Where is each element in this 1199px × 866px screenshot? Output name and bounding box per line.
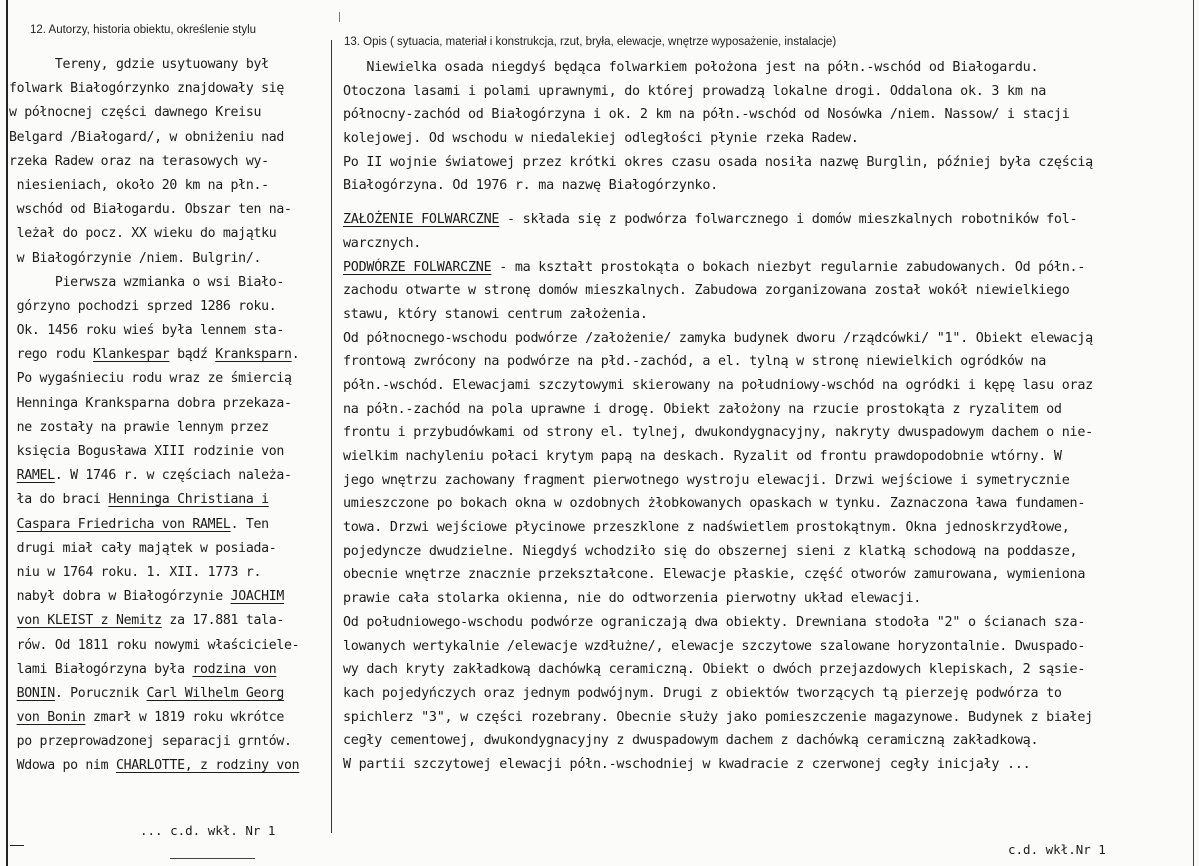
text-segment: umieszczone po bokach okna w ozdobnych żłobkowanych opaskach w tynku. Zaznaczona ława fundamen- [343,496,1086,512]
text-line [9,682,329,706]
text-segment: . [291,347,300,363]
text-segment: górzyno pochodzi sprzed 1286 roku. [9,298,277,314]
text-segment: jego wnętrzu zachowany fragment pierwotnego wystroju elewacji. Drzwi wejściowe i symetrycznie [343,472,1070,488]
underlined-text: BONIN [16,685,55,701]
text-segment: lami Białogórzyna była [9,661,193,677]
text-line [9,464,329,488]
text-line [343,56,1185,80]
text-segment: ła do braci [9,492,109,508]
text-line [343,492,1185,516]
text-segment: Niewielka osada niegdyś będąca folwarkiem położona jest na półn.-wschód od Białogardu. [343,60,1039,75]
text-segment: warcznych. [343,235,422,251]
underlined-text: von Bonin [16,710,86,726]
text-line [343,80,1185,104]
text-line [9,367,329,391]
text-segment: Po wygaśnieciu rodu wraz ze śmiercią [9,371,292,387]
text-segment: wy dach kryty zakładkową dachówką ceramiczną. Obiekt o dwóch przejazdowych klepiskach, 2 sąsie- [343,662,1086,678]
text-line [9,392,329,416]
text-segment [9,613,17,628]
text-segment: Belgard /Białogard/, w obniżeniu nad [9,129,285,145]
text-line [343,398,1185,422]
text-line [9,609,329,633]
text-segment: ne zostały na prawie lennym przez [9,419,269,435]
text-segment: zmarł w 1819 roku wkrótce [85,710,285,726]
text-line [343,587,1185,611]
text-segment: lowanych wertykalnie /elewacje wzdłużne/, elewacje szczytowe szalowane horyzontalnie. Dwuspado- [343,638,1086,654]
text-line [9,706,329,730]
text-segment: spichlerz "3", w części rozebrany. Obecnie służy jako pomieszczenie magazynowe. Budynek z białej [343,709,1093,725]
underlined-text: von KLEIST z Nemitz [16,613,162,629]
text-segment: folwark Białogórzynko znajdowały się [9,81,285,97]
text-line [343,151,1185,175]
text-segment: Pierwsza wzmianka o wsi Biało- [9,274,285,290]
text-segment: W partii szczytowej elewacji półn.-wschodniej w kwadracie z czerwonej cegły inicjały ... [343,756,1031,772]
text-segment: północny-zachód od Białogórzyna i ok. 2 km na półn.-wschód od Nosówka /niem. Nassow/ i stacji [343,107,1070,123]
text-line [343,103,1185,127]
text-line [343,174,1185,198]
text-line [343,232,1185,256]
text-segment: Otoczona lasami i polami uprawnymi, do której prowadzą lokalne drogi. Oddalona ok. 3 km na [343,83,1047,99]
text-segment: . Ten [230,516,269,532]
text-segment: za 17.881 tala- [161,613,285,629]
text-line [9,271,329,295]
text-line [343,753,1185,777]
text-line [343,421,1185,445]
text-segment: księcia Bogusława XIII rodzinie von [9,444,285,459]
paragraph-gap [343,198,1185,208]
bottom-rule-2 [170,858,255,859]
text-line [343,127,1185,151]
text-line [9,101,329,125]
history-continuation-note: ... c.d. wkł. Nr 1 [140,823,276,838]
description-text [343,56,1185,777]
text-line [9,730,329,754]
description-section-header: 13. Opis ( sytuacia, materiał i konstrukcja, rzut, bryła, elewacje, wnętrze wyposażenie, instalacje) [344,36,837,48]
text-segment: leżał do pocz. XX wieku do majątku [9,226,277,242]
text-segment: po przeprowadzonej separacji grntów. [9,734,292,750]
text-segment: wielkim nachyleniu połaci krytym papą na deskach. Ryzalit od frontu prawdopodobnie wtórny. W [343,449,1062,464]
text-segment: prawie cała stolarka okienna, nie do odtworzenia pierwotny układ elewacji. [343,591,922,607]
text-segment: kolejowej. Od wschodu w niedalekiej odległości płynie rzeka Radew. [343,131,859,147]
text-line [343,256,1185,280]
divider-tick [339,12,340,22]
underlined-text: rodzina von [192,661,277,677]
text-line [343,540,1185,564]
text-line [9,561,329,585]
text-segment: . Porucznik [54,685,147,701]
text-line [343,208,1185,232]
text-line [9,222,329,246]
text-segment: na półn.-zachód na pola uprawne i drogę. Obiekt założony na rzucie prostokąta z ryzalitem od [343,401,1062,417]
underlined-text: Caspara Friedricha von RAMEL [16,516,231,532]
text-line [9,247,329,271]
bottom-rule [10,845,24,846]
text-segment: nabył dobra w Białogórzynie [9,589,231,605]
text-line [9,126,329,150]
text-line [9,150,329,174]
text-segment: Białogórzyna. Od 1976 r. ma nazwę Białogórzynko. [343,178,718,194]
text-line [343,327,1185,351]
history-section-header: 12. Autorzy, historia obiektu, określenie stylu [30,24,257,36]
underlined-text: Klankespar [93,347,170,363]
text-line [9,513,329,537]
text-line [343,516,1185,540]
text-segment [9,686,17,701]
text-segment: Wdowa po nim [9,758,116,774]
text-segment: drugi miał cały majątek w posiada- [9,540,277,556]
text-line [9,416,329,440]
underlined-text: Henninga Christiana i [108,492,269,508]
text-segment [9,710,17,725]
text-segment [9,468,17,483]
text-segment: Od północnego-wschodu podwórze /założenie/ zamyka budynek dworu /rządcówki/ "1". Obiekt elewacją [343,330,1093,346]
text-segment: cegły cementowej, dwukondygnacyjny z dwuspadowym dachem z dachówką ceramiczną zakładkową. [343,733,1039,749]
underlined-text: ZAŁOŻENIE FOLWARCZNE [343,212,500,228]
text-line [343,469,1185,493]
text-line [9,585,329,609]
history-text [9,53,329,779]
text-line [343,374,1185,398]
text-segment [9,517,17,532]
text-line [9,343,329,367]
underlined-text: JOACHIM [230,589,285,605]
text-line [9,537,329,561]
underlined-text: CHARLOTTE, z rodziny von [115,758,300,774]
text-segment: rów. Od 1811 roku nowymi właściciele- [9,637,300,653]
text-segment: rzeka Radew oraz na terasowych wy- [9,153,269,169]
text-segment: . W 1746 r. w częściach należa- [54,468,292,484]
underlined-text: Carl Wilhelm Georg [146,685,285,701]
text-line [9,658,329,682]
text-segment: kach pojedyńczych oraz jednym podwójnym. Drugi z obiektów tworzących tą pierzeję podwórza to [343,685,1062,701]
text-segment: Od południowego-wschodu podwórze ograniczają dwa obiekty. Drewniana stodoła "2" o ścianach sza- [343,614,1086,630]
text-line [9,174,329,198]
text-line [9,295,329,319]
text-segment: Ok. 1456 roku wieś była lennem sta- [9,323,285,339]
text-segment: niu w 1764 roku. 1. XII. 1773 r. [9,564,262,580]
text-line [9,754,329,778]
text-segment: - składa się z podwórza folwarcznego i domów mieszkalnych robotników fol- [499,212,1078,228]
text-line [9,198,329,222]
text-line [9,488,329,512]
text-line [343,350,1185,374]
text-line [343,303,1185,327]
underlined-text: RAMEL [16,468,55,484]
underlined-text: Kranksparn [215,347,292,363]
text-segment: wschód od Białogardu. Obszar ten na- [9,202,292,218]
text-segment: - ma kształt prostokąta o bokach niezbyt regularnie zabudowanych. Od półn.- [491,259,1086,275]
page-border-right [1193,0,1194,866]
text-line [343,611,1185,635]
underlined-text: PODWÓRZE FOLWARCZNE [343,259,492,275]
text-segment: zachodu otwarte w stronę domów mieszkalnych. Zabudowa zorganizowana został wokół niewielkiego [343,283,1070,299]
text-segment: obecnie wnętrze znacznie przekształcone. Elewacje płaskie, część otworów zamurowana, wymieniona [343,567,1086,583]
text-line [343,279,1185,303]
text-segment: pojedyncze dwudzielne. Niegdyś wchodziło się do obszernej sieni z klatką schodową na poddasze, [343,543,1078,559]
text-line [9,634,329,658]
text-segment: bądź [169,347,216,363]
description-continuation-note: c.d. wkł.Nr 1 [1008,842,1106,857]
text-line [343,635,1185,659]
page-border-left [6,0,8,866]
text-segment: rego rodu [9,347,94,363]
text-segment: towa. Drzwi wejściowe płycinowe przeszklone z nadświetlem prostokątnym. Okna jednoskrzydłowe, [343,520,1070,536]
text-line [343,445,1185,469]
text-segment: Tereny, gdzie usytuowany był [9,57,269,72]
text-segment: stawu, który stanowi centrum założenia. [343,306,648,322]
text-line [9,440,329,464]
text-segment: półn.-wschód. Elewacjami szczytowymi skierowany na południowy-wschód na ogródki i kępę lasu oraz [343,377,1093,393]
text-segment: niesieniach, około 20 km na płn.- [9,177,269,193]
text-line [9,319,329,343]
text-segment: Po II wojnie światowej przez krótki okres czasu osada nosiła nazwę Burglin, później była częścią [343,154,1093,170]
text-segment: frontową zwrócony na podwórze na płd.-zachód, a el. tylną w stronę niewielkich ogródków na [343,354,1047,370]
text-line [343,682,1185,706]
text-segment: w północnej części dawnego Kreisu [9,105,262,121]
text-segment: frontu i przybudówkami od strony el. tylnej, dwukondygnacyjny, nakryty dwuspadowym dachem o nie- [343,425,1093,441]
text-segment: Henninga Kranksparna dobra przekaza- [9,395,292,411]
column-divider [331,40,332,833]
text-line [343,658,1185,682]
text-line [343,729,1185,753]
text-line [343,563,1185,587]
text-line [9,77,329,101]
text-line [9,53,329,77]
text-line [343,706,1185,730]
text-segment: w Białogórzynie /niem. Bulgrin/. [9,250,262,266]
